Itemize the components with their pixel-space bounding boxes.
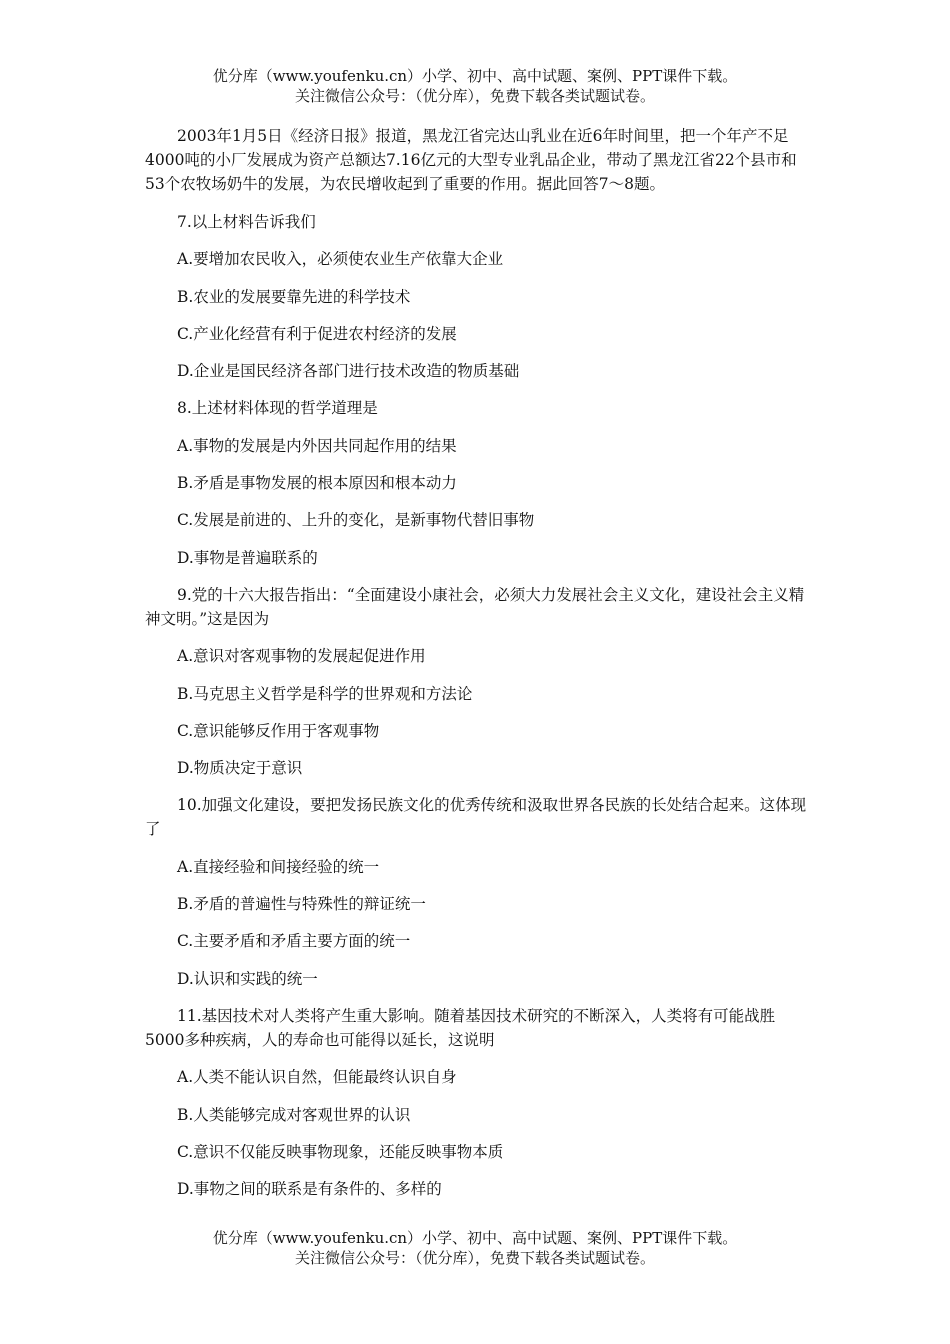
option-b: B.矛盾是事物发展的根本原因和根本动力 xyxy=(177,474,457,493)
question-stem: 11.基因技术对人类将产生重大影响。随着基因技术研究的不断深入，人类将有可能战胜5000多种疾病，人的寿命也可能得以延长，这说明 xyxy=(145,1006,776,1049)
option-c: C.发展是前进的、上升的变化，是新事物代替旧事物 xyxy=(177,511,535,530)
question-stem: 7.以上材料告诉我们 xyxy=(177,213,316,231)
option-a: A.意识对客观事物的发展起促进作用 xyxy=(177,647,426,666)
option-d: D.认识和实践的统一 xyxy=(177,969,318,988)
option-b: B.人类能够完成对客观世界的认识 xyxy=(177,1105,411,1124)
question-9 xyxy=(145,583,810,793)
question-11 xyxy=(145,1004,810,1201)
footer-line-2: 关注微信公众号：（优分库），免费下载各类试题试卷。 xyxy=(294,1249,655,1267)
option-c: C.意识能够反作用于客观事物 xyxy=(177,721,380,740)
option-c: C.主要矛盾和矛盾主要方面的统一 xyxy=(177,932,411,951)
option-b: B.马克思主义哲学是科学的世界观和方法论 xyxy=(177,684,473,703)
question-stem: 8.上述材料体现的哲学道理是 xyxy=(177,399,378,418)
option-d: D.事物之间的联系是有条件的、多样的 xyxy=(177,1180,442,1199)
question-8 xyxy=(145,396,810,582)
option-a: A.直接经验和间接经验的统一 xyxy=(177,857,380,876)
document-body xyxy=(145,124,810,1201)
header-line-2: 关注微信公众号：（优分库），免费下载各类试题试卷。 xyxy=(294,87,655,105)
option-d: D.物质决定于意识 xyxy=(177,759,303,778)
footer-line-1: 优分库（www.youfenku.cn）小学、初中、高中试题、案例、PPT课件下载。 xyxy=(212,1229,738,1247)
option-b: B.矛盾的普遍性与特殊性的辩证统一 xyxy=(177,895,426,914)
option-d: D.企业是国民经济各部门进行技术改造的物质基础 xyxy=(177,362,520,381)
question-stem: 9.党的十六大报告指出：“全面建设小康社会，必须大力发展社会主义文化，建设社会主义精神文明。”这是因为 xyxy=(145,585,805,628)
option-c: C.产业化经营有利于促进农村经济的发展 xyxy=(177,324,457,343)
option-d: D.事物是普遍联系的 xyxy=(177,548,318,567)
question-7 xyxy=(145,210,810,396)
page-header xyxy=(0,66,950,106)
option-a: A.事物的发展是内外因共同起作用的结果 xyxy=(177,436,457,455)
option-a: A.人类不能认识自然，但能最终认识自身 xyxy=(177,1068,457,1087)
question-10 xyxy=(145,793,810,1003)
option-b: B.农业的发展要靠先进的科学技术 xyxy=(177,287,411,306)
question-stem: 10.加强文化建设，要把发扬民族文化的优秀传统和汲取世界各民族的长处结合起来。这体现了 xyxy=(145,796,807,839)
option-c: C.意识不仅能反映事物现象，还能反映事物本质 xyxy=(177,1142,504,1161)
option-a: A.要增加农民收入，必须使农业生产依靠大企业 xyxy=(177,250,504,269)
material-paragraph: 2003年1月5日《经济日报》报道，黑龙江省完达山乳业在近6年时间里，把一个年产不足4000吨的小厂发展成为资产总额达7.16亿元的大型专业乳品企业，带动了黑龙江省22个县市和53个农牧场奶牛的发展，为农民增收起到了重要的作用。据此回答7～8题。 xyxy=(145,127,797,193)
page-footer xyxy=(0,1228,950,1268)
header-line-1: 优分库（www.youfenku.cn）小学、初中、高中试题、案例、PPT课件下载。 xyxy=(212,67,738,85)
